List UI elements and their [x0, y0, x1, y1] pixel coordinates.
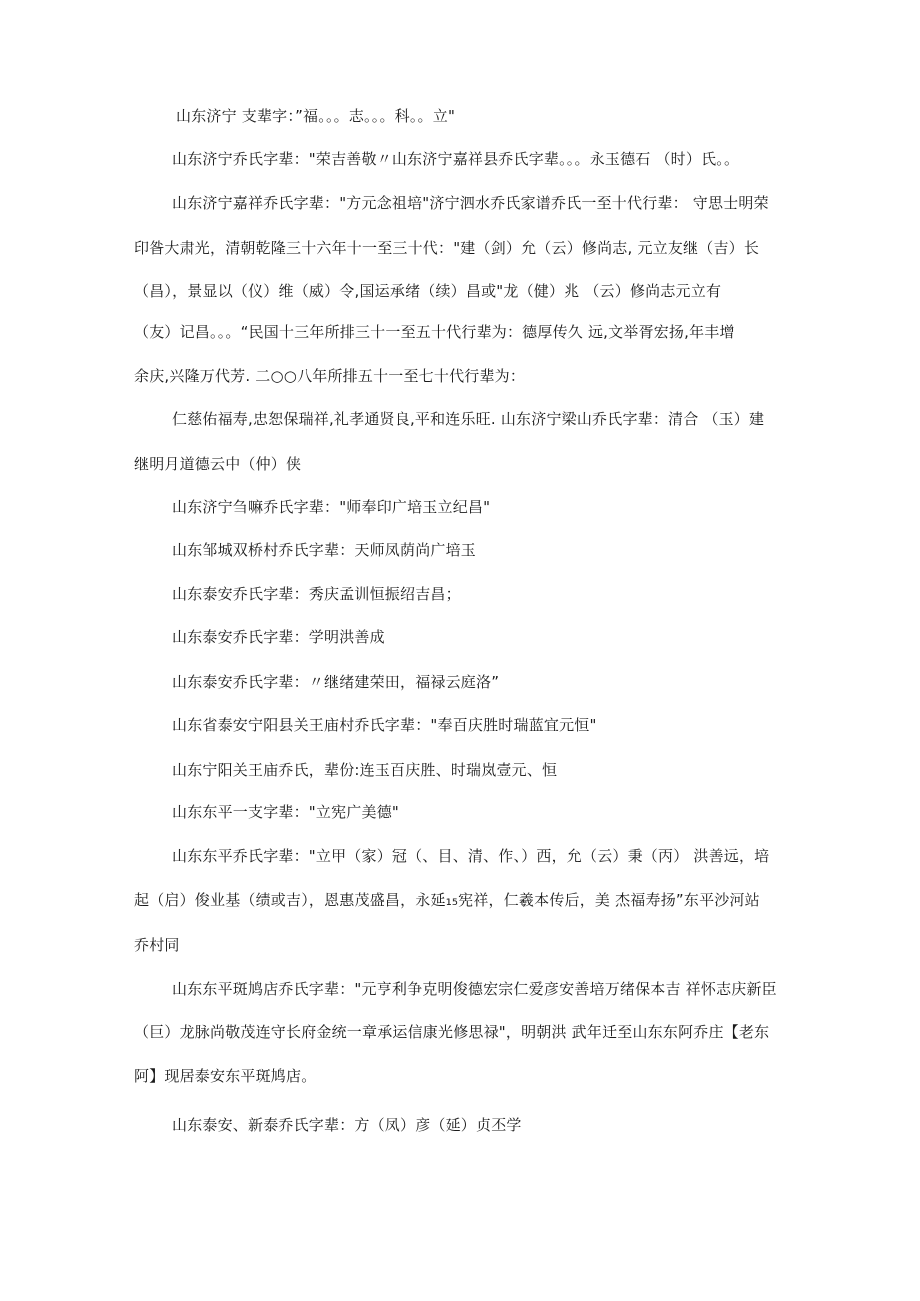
text-line-1: 山东济宁 支辈字：”福。。。志。。。科。。立" [176, 107, 456, 125]
text-line-21: 山东东平斑鸠店乔氏字辈："元亨利争克明俊德宏宗仁爱彦安善培万绪保本吉 祥怀志庆新臣 [172, 980, 777, 998]
text-line-7: 余庆,兴隆万代芳. 二○○八年所排五十一至七十代行辈为： [134, 367, 526, 385]
text-line-18: 山东东平乔氏字辈："立甲（家）冠（、目、清、作、）西，允（云）秉（丙） 洪善远，培 [172, 847, 770, 865]
text-line-13: 山东泰安乔氏字辈：学明洪善成 [172, 628, 385, 646]
text-line-3: 山东济宁嘉祥乔氏字辈："方元念祖培"济宁泗水乔氏家谱乔氏一至十代行辈： 守思士明荣 [172, 194, 769, 212]
text-line-4: 印昝大肃光，清朝乾隆三十六年十一至三十代："建（剑）允（云）修尚志, 元立友继（吉）长 [134, 239, 760, 257]
text-line-22: （巨）龙脉尚敬茂连守长府金统一章承运信康光修思禄"，明朝洪 武年迁至山东东阿乔庄【老东 [134, 1023, 770, 1041]
text-line-16: 山东宁阳关王庙乔氏，辈份:连玉百庆胜、时瑞岚壹元、恒 [172, 761, 558, 779]
text-line-8: 仁慈佑福寿,忠恕保瑞祥,礼孝通贤良,平和连乐旺. 山东济宁梁山乔氏字辈：清合 （玉）建 [172, 410, 765, 428]
text-line-11: 山东邹城双桥村乔氏字辈：天师凤荫尚广培玉 [172, 541, 477, 559]
text-line-15: 山东省泰安宁阳县关王庙村乔氏字辈："奉百庆胜时瑞蓝宜元恒" [172, 716, 597, 734]
text-line-14: 山东泰安乔氏字辈：〃继绪建荣田，福禄云庭洛” [172, 673, 500, 691]
text-line-12: 山东泰安乔氏字辈：秀庆孟训恒振绍吉昌； [172, 585, 461, 603]
text-line-10: 山东济宁刍嘛乔氏字辈："师奉印广培玉立纪昌" [172, 498, 491, 516]
text-line-24: 山东泰安、新泰乔氏字辈：方（凤）彦（延）贞丕学 [172, 1116, 522, 1134]
text-line-9: 继明月道德云中（仲）侠 [134, 455, 302, 473]
text-line-17: 山东东平一支字辈："立宪广美德" [172, 803, 400, 821]
text-line-23: 阿】现居泰安东平斑鸠店。 [134, 1067, 317, 1085]
text-line-19: 起（启）俊业基（绩或吉），恩惠茂盛昌，永延₁₅宪祥，仁羲本传后，美 杰福寿扬”东平沙河站 [134, 891, 760, 909]
text-line-20: 乔村同 [134, 936, 180, 954]
text-line-2: 山东济宁乔氏字辈："荣吉善敬〃山东济宁嘉祥县乔氏字辈。。。永玉德石 （时）氏。。 [172, 150, 740, 168]
text-line-5: （昌），景显以（仪）维（威）令,国运承绪（续）昌或"龙（健）兆 （云）修尚志元立有 [134, 282, 722, 300]
text-line-6: （友）记昌。。。“民国十三年所排三十一至五十代行辈为：德厚传久 远,文举胥宏扬,年丰增 [134, 323, 735, 341]
